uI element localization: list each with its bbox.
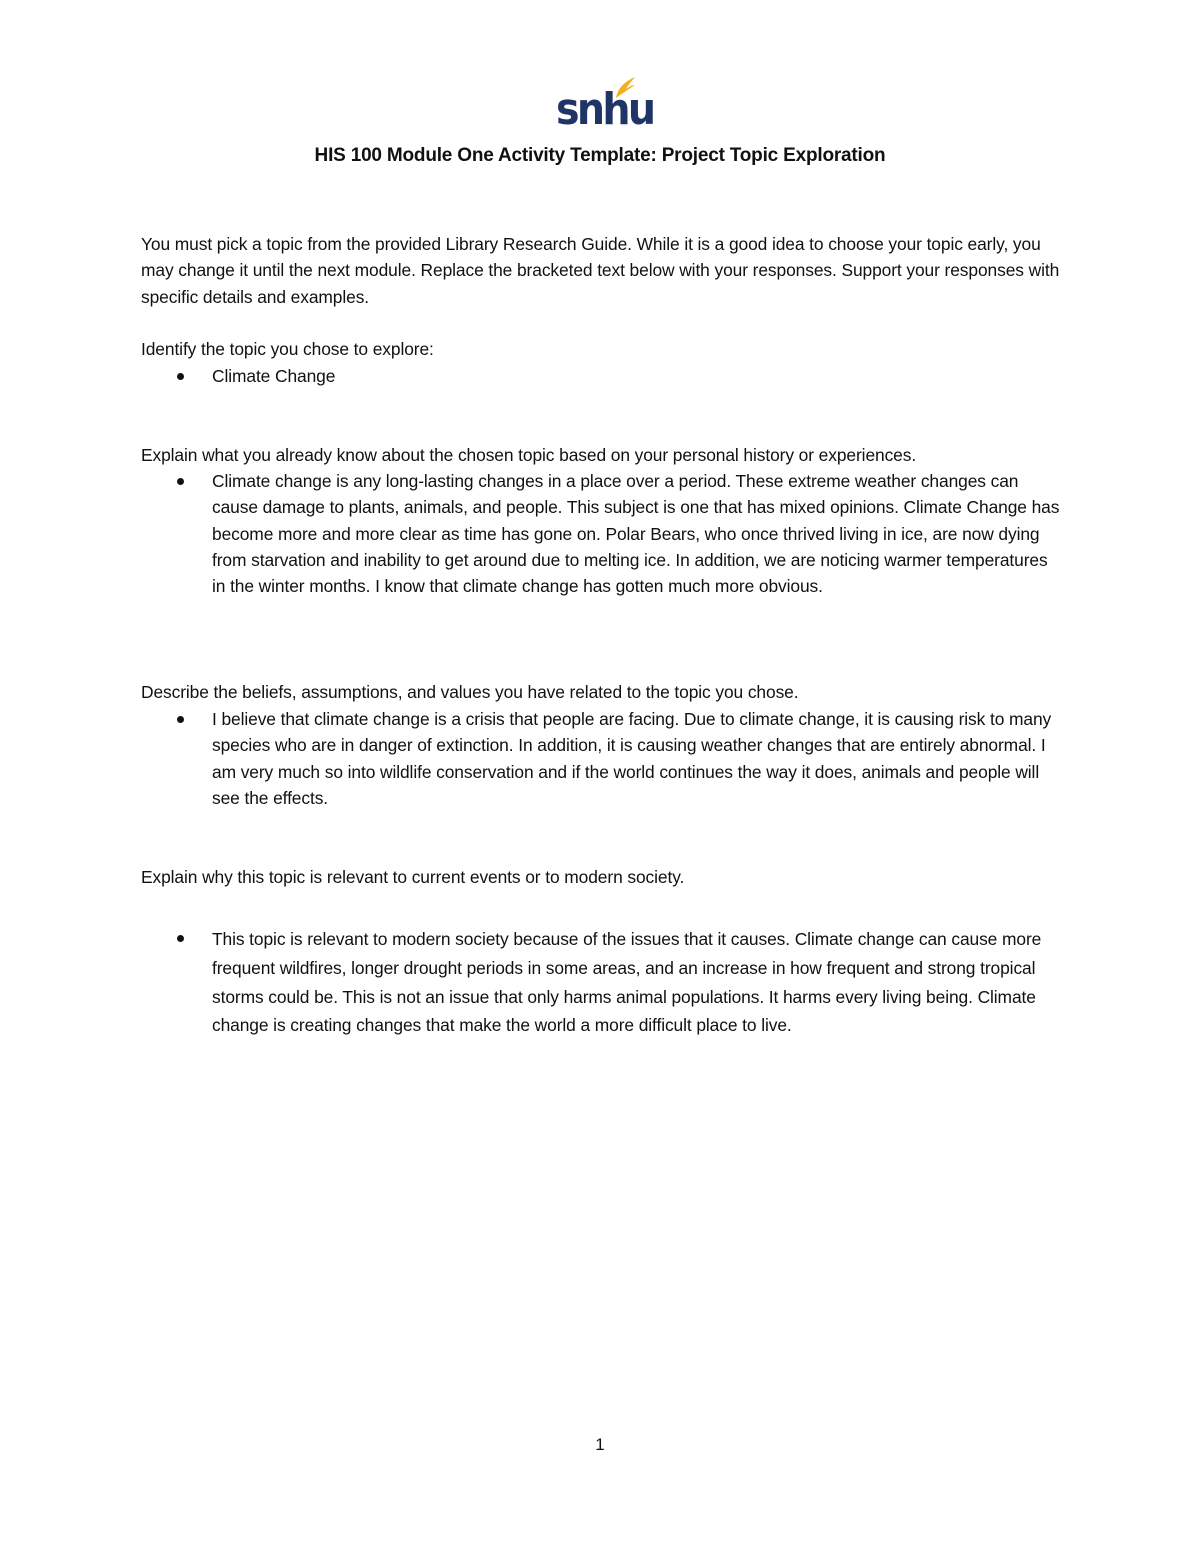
section-3-answer-text: I believe that climate change is a crisis that people are facing. Due to climate change, it is causing risk to many species who are in danger of extinction. In addition, it is causing weather changes that are entirely abnormal. I am very much so into wildlife conservation and if the world continues the way it does, animals and people will see the effects. xyxy=(212,709,1052,808)
section-3-prompt: Describe the beliefs, assumptions, and values you have related to the topic you chose. xyxy=(141,682,799,702)
logo-text: snhu xyxy=(556,84,654,135)
section-1-answer-text: Climate Change xyxy=(212,366,336,386)
intro-paragraph: You must pick a topic from the provided Library Research Guide. While it is a good idea to choose your topic early, you may change it until the next module. Replace the bracketed text below with your responses. Support your responses with specific details and examples. xyxy=(141,234,1060,307)
document-title: HIS 100 Module One Activity Template: Project Topic Exploration xyxy=(314,145,886,166)
bullet-icon xyxy=(177,716,184,723)
bullet-icon xyxy=(177,373,184,380)
section-2-prompt: Explain what you already know about the chosen topic based on your personal history or experiences. xyxy=(141,445,917,465)
section-2-answer-text: Climate change is any long-lasting changes in a place over a period. These extreme weather changes can cause damage to plants, animals, and people. This subject is one that has mixed opinions. Climate Change has become more and more clear as time has gone on. Polar Bears, who once thrived living in ice, are now dying from starvation and inability to get around due to melting ice. In addition, we are noticing warmer temperatures in the winter months. I know that climate change has gotten much more obvious. xyxy=(212,471,1060,597)
page-number: 1 xyxy=(595,1435,605,1454)
bullet-icon xyxy=(177,478,184,485)
snhu-logo xyxy=(556,76,654,135)
section-1-prompt: Identify the topic you chose to explore: xyxy=(141,339,434,359)
section-4-prompt: Explain why this topic is relevant to current events or to modern society. xyxy=(141,867,685,887)
bullet-icon xyxy=(177,935,184,942)
section-4-answer-text: This topic is relevant to modern society because of the issues that it causes. Climate change can cause more frequent wildfires, longer drought periods in some areas, and an increase in how frequent and strong tropical storms could be. This is not an issue that only harms animal populations. It harms every living being. Climate change is creating changes that make the world a more difficult place to live. xyxy=(212,929,1042,1036)
